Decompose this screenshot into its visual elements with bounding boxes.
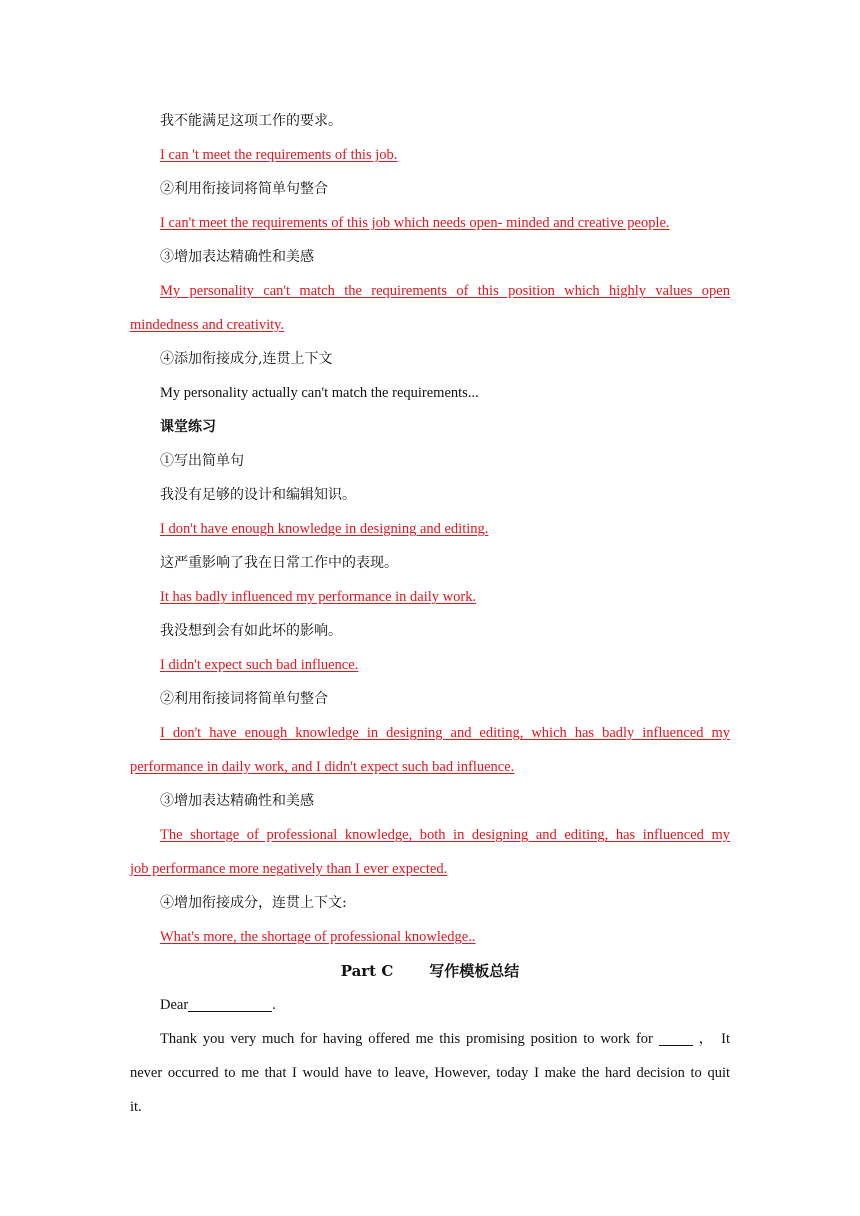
en-answer: I can't meet the requirements of this job which needs open- minded and creative people.	[160, 215, 670, 231]
blank-name	[188, 997, 272, 1012]
letter-line: it.	[130, 1099, 142, 1115]
en-answer: It has badly influenced my performance in daily work.	[160, 589, 477, 605]
cn-sentence: 我不能满足这项工作的要求。	[160, 113, 342, 129]
en-answer: I didn't expect such bad influence.	[160, 657, 359, 673]
en-answer: job performance more negatively than I ever expected.	[130, 861, 448, 877]
en-answer: performance in daily work, and I didn't expect such bad influence.	[130, 759, 515, 775]
en-sentence: My personality actually can't match the requirements...	[160, 385, 479, 401]
cn-sentence: 我没有足够的设计和编辑知识。	[160, 487, 356, 503]
en-answer: What's more, the shortage of professional knowledge..	[160, 929, 476, 945]
en-answer: mindedness and creativity.	[130, 317, 285, 333]
step-heading: ④增加衔接成分，连贯上下文:	[160, 895, 347, 911]
letter-line: Thank you very much for having offered me this promising position to work for ， It	[160, 1031, 730, 1047]
step-heading: ②利用衔接词将简单句整合	[160, 691, 328, 707]
en-answer: I don't have enough knowledge in designing and editing, which has badly influenced my	[160, 725, 730, 741]
letter-line: never occurred to me that I would have to leave, However, today I make the hard decision to quit	[130, 1065, 730, 1081]
step-heading: ③增加表达精确性和美感	[160, 249, 314, 265]
en-answer: My personality can't match the requirements of this position which highly values open	[160, 283, 730, 299]
en-answer: I can 't meet the requirements of this job.	[160, 147, 398, 163]
step-heading: ③增加表达精确性和美感	[160, 793, 314, 809]
step-heading: ②利用衔接词将简单句整合	[160, 181, 328, 197]
step-heading: ①写出简单句	[160, 453, 244, 469]
section-heading: 课堂练习	[160, 419, 216, 435]
part-subtitle: 写作模板总结	[429, 962, 520, 980]
document-body	[130, 104, 730, 1124]
step-heading: ④添加衔接成分,连贯上下文	[160, 351, 333, 367]
en-answer: The shortage of professional knowledge, both in designing and editing, has influenced my	[160, 827, 730, 843]
blank-company	[659, 1031, 693, 1046]
letter-salutation: Dear .	[160, 997, 276, 1013]
part-label: Part C	[340, 962, 394, 980]
cn-sentence: 我没想到会有如此坏的影响。	[160, 623, 342, 639]
en-answer: I don't have enough knowledge in designing and editing.	[160, 521, 489, 537]
part-title	[130, 954, 730, 988]
cn-sentence: 这严重影响了我在日常工作中的表现。	[160, 555, 398, 571]
